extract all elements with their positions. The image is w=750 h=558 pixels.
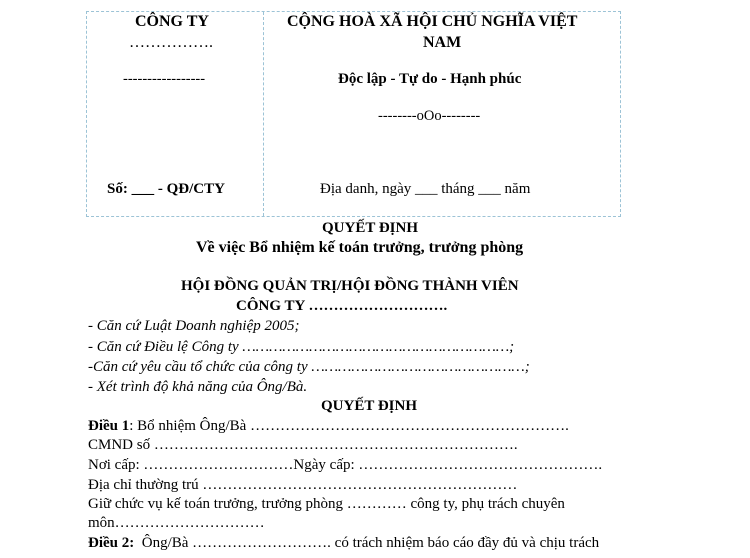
position-line-2: môn…………………………: [88, 515, 265, 531]
header-divider: [263, 12, 264, 216]
permanent-address-line: Địa chỉ thường trú ………………………………………………………: [88, 477, 518, 493]
issuing-body-line1: HỘI ĐỒNG QUẢN TRỊ/HỘI ĐỒNG THÀNH VIÊN: [181, 278, 519, 294]
issuing-body-line2: CÔNG TY ……………………….: [236, 298, 448, 314]
issue-place-date-line: Nơi cấp: …………………………Ngày cấp: ………………………………………….: [88, 457, 603, 473]
nation-name-line2: NAM: [423, 34, 462, 51]
decision-heading: QUYẾT ĐỊNH: [321, 398, 417, 414]
basis-line-3: -Căn cứ yêu cầu tổ chức của công ty …………………………………………;: [88, 359, 530, 375]
place-date-line: Địa danh, ngày ___ tháng ___ năm: [320, 181, 531, 197]
nation-name-line1: CỘNG HOÀ XÃ HỘI CHỦ NGHĨA VIỆT: [287, 13, 578, 30]
position-line-1: Giữ chức vụ kế toán trưởng, trưởng phòng ………… công ty, phụ trách chuyên: [88, 496, 565, 512]
article-2-text: Ông/Bà ………………………. có trách nhiệm báo cáo đầy đủ và chịu trách: [141, 535, 600, 551]
article-1-text: : Bổ nhiệm Ông/Bà ……………………………………………………….: [129, 418, 569, 434]
article-2-line: [88, 535, 599, 552]
basis-line-1: - Căn cứ Luật Doanh nghiệp 2005;: [88, 318, 300, 334]
document-number: Số: ___ - QĐ/CTY: [107, 181, 225, 197]
national-motto: Độc lập - Tự do - Hạnh phúc: [338, 71, 522, 87]
company-dashes: -----------------: [123, 71, 206, 87]
article-2-label: Điều 2:: [88, 535, 135, 551]
company-label: CÔNG TY: [135, 13, 209, 30]
id-number-line: CMND số ……………………………………………………………….: [88, 437, 518, 453]
article-1-label: Điều 1: [88, 418, 130, 434]
document-subject: Về việc Bổ nhiệm kế toán trưởng, trưởng phòng: [196, 239, 524, 256]
basis-line-2: - Căn cứ Điều lệ Công ty ……………………………………………………;: [88, 339, 515, 355]
document-title: QUYẾT ĐỊNH: [322, 220, 418, 236]
article-1-line: [88, 418, 569, 435]
motto-ornament: --------oOo--------: [378, 108, 481, 124]
company-name-placeholder: …………….: [129, 34, 213, 51]
basis-line-4: - Xét trình độ khả năng của Ông/Bà.: [88, 379, 308, 395]
